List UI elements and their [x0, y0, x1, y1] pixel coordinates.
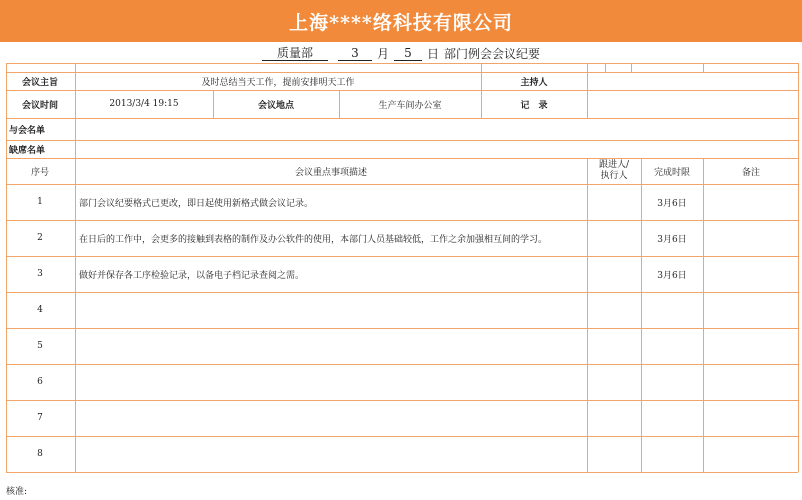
header-deadline: 完成时限	[653, 167, 690, 178]
row-no: 4	[37, 305, 43, 315]
row-follow[interactable]	[588, 220, 640, 256]
attendees-value[interactable]	[76, 118, 799, 140]
grid-line	[631, 63, 632, 72]
header-follow-line1: 跟进人/	[598, 160, 630, 170]
row-deadline[interactable]	[642, 436, 702, 472]
subtitle-suffix: 部门例会会议纪要	[444, 46, 541, 61]
host-label: 主持人	[520, 77, 548, 88]
topic-label: 会议主旨	[21, 77, 58, 88]
row-remark[interactable]	[704, 184, 798, 220]
row-follow[interactable]	[588, 400, 640, 436]
header-desc: 会议重点事项描述	[294, 167, 367, 178]
absent-label: 缺席名单	[9, 145, 46, 156]
row-desc[interactable]	[76, 328, 589, 364]
row-deadline[interactable]	[642, 292, 702, 328]
time-label: 会议时间	[21, 100, 58, 111]
row-no: 8	[37, 449, 43, 459]
time-value[interactable]: 2013/3/4 19:15	[109, 99, 179, 109]
header-follow-line2: 执行人	[600, 171, 628, 181]
row-follow[interactable]	[588, 184, 640, 220]
grid-line	[703, 63, 704, 72]
row-remark[interactable]	[704, 400, 798, 436]
row-follow[interactable]	[588, 364, 640, 400]
month-label: 月	[376, 46, 389, 61]
row-deadline[interactable]: 3月6日	[657, 198, 687, 209]
row-desc[interactable]	[76, 364, 589, 400]
row-desc[interactable]	[76, 436, 589, 472]
row-remark[interactable]	[704, 256, 798, 292]
row-follow[interactable]	[588, 256, 640, 292]
row-deadline[interactable]	[642, 400, 702, 436]
row-deadline[interactable]: 3月6日	[657, 270, 687, 281]
place-value[interactable]: 生产车间办公室	[378, 100, 442, 111]
row-desc[interactable]: 部门会议纪要格式已更改，即日起使用新格式做会议记录。	[79, 198, 314, 209]
row-no: 2	[37, 233, 43, 243]
month-field[interactable]: 3	[338, 46, 372, 61]
row-no: 5	[37, 341, 43, 351]
row-remark[interactable]	[704, 220, 798, 256]
day-label: 日	[426, 46, 439, 61]
topic-value[interactable]: 及时总结当天工作，提前安排明天工作	[201, 77, 355, 88]
row-desc[interactable]	[76, 292, 589, 328]
row-no: 3	[37, 269, 43, 279]
header-remark: 备注	[741, 167, 760, 178]
row-deadline[interactable]: 3月6日	[657, 234, 687, 245]
row-follow[interactable]	[588, 328, 640, 364]
attendees-label: 与会名单	[9, 125, 46, 136]
absent-value[interactable]	[76, 140, 799, 158]
host-value[interactable]	[588, 72, 798, 90]
meeting-subtitle	[0, 43, 802, 63]
department-field[interactable]: 质量部	[262, 46, 328, 61]
row-desc[interactable]: 做好并保存各工序检验记录，以备电子档记录查阅之需。	[79, 270, 305, 281]
row-remark[interactable]	[704, 292, 798, 328]
row-desc[interactable]	[76, 400, 589, 436]
row-deadline[interactable]	[642, 328, 702, 364]
row-no: 6	[37, 377, 43, 387]
row-deadline[interactable]	[642, 364, 702, 400]
record-label: 记 录	[520, 100, 548, 111]
grid-line	[6, 472, 798, 473]
row-no: 7	[37, 413, 43, 423]
record-value[interactable]	[588, 90, 798, 118]
header-no: 序号	[30, 167, 49, 178]
row-follow[interactable]	[588, 436, 640, 472]
row-desc[interactable]: 在日后的工作中，会更多的接触到表格的制作及办公软件的使用，本部门人员基础较低，工作之余加强相互间的学习。	[79, 234, 548, 245]
company-title: 上海****络科技有限公司	[289, 11, 513, 34]
grid-line	[481, 63, 482, 72]
approve-label: 核准:	[6, 487, 28, 497]
row-remark[interactable]	[704, 328, 798, 364]
row-remark[interactable]	[704, 364, 798, 400]
company-banner	[0, 0, 802, 42]
grid-line	[6, 63, 798, 64]
row-no: 1	[37, 197, 43, 207]
day-field[interactable]: 5	[394, 46, 422, 61]
header-follow	[588, 158, 640, 184]
grid-line	[605, 63, 606, 72]
place-label: 会议地点	[257, 100, 294, 111]
row-follow[interactable]	[588, 292, 640, 328]
row-remark[interactable]	[704, 436, 798, 472]
